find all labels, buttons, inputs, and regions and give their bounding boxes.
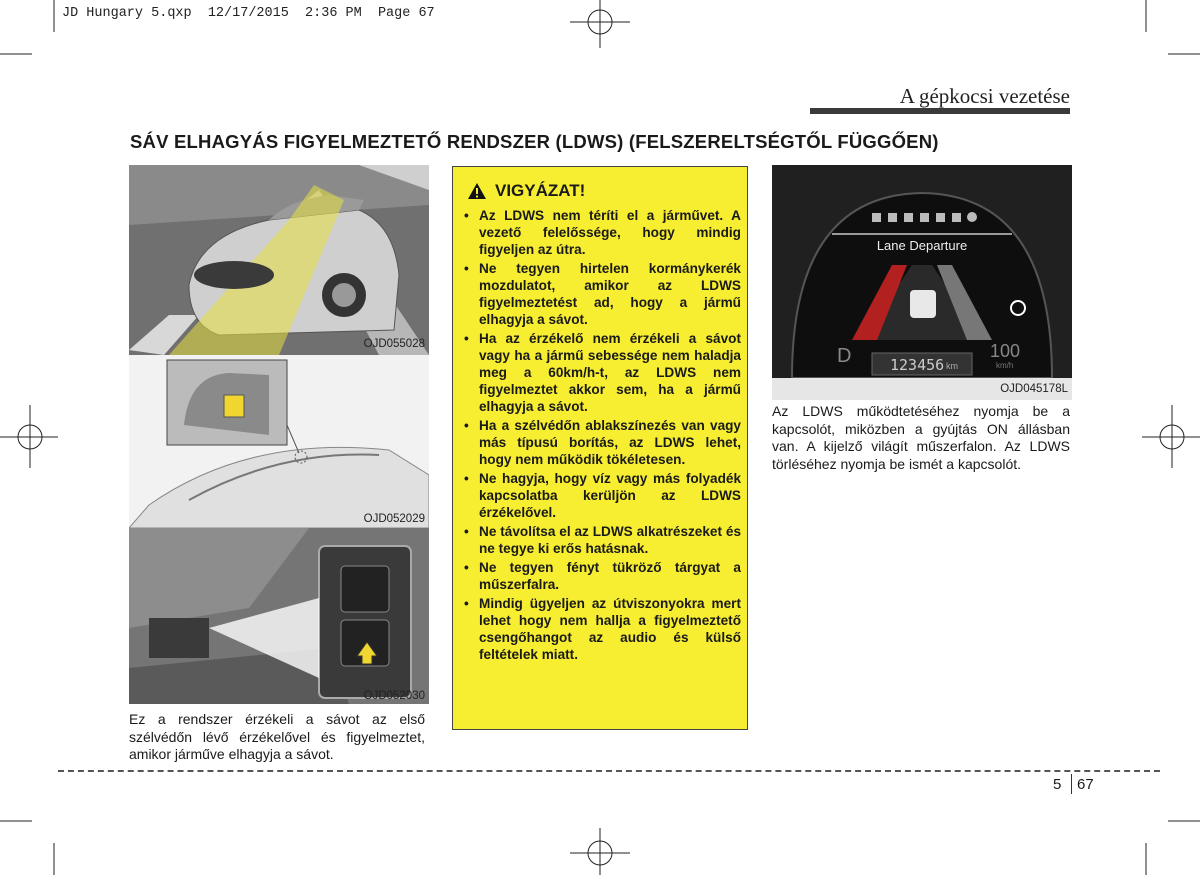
warning-item: • Ne tegyen hirtelen kormánykerék mozdulatot, amikor az LDWS figyelmeztetést ad, hogy a jármű elhagyja a sávot. bbox=[463, 260, 741, 328]
windshield-illustration bbox=[129, 355, 429, 528]
warning-list bbox=[463, 207, 741, 665]
gear-indicator: D bbox=[837, 345, 852, 367]
figure-code: OJD052030 bbox=[363, 690, 425, 702]
odometer-readout: 123456 bbox=[890, 356, 945, 374]
warning-item: • Ha az érzékelő nem érzékeli a sávot vagy ha a jármű sebessége nem haladja meg a 60km/h-t, az LDWS nem figyelmeztet akkor sem, ha a jármű elhagyja a sávot. bbox=[463, 330, 741, 415]
page-number-divider bbox=[1071, 774, 1072, 794]
warning-triangle-icon bbox=[467, 182, 487, 200]
speed-readout: 100 bbox=[990, 341, 1021, 361]
speed-unit: km/h bbox=[996, 361, 1014, 370]
car-illustration bbox=[129, 165, 429, 355]
figure-windshield-sensor bbox=[129, 355, 429, 528]
warning-item: • Az LDWS nem téríti el a járművet. A vezető felelőssége, hogy mindig figyeljen az útra. bbox=[463, 207, 741, 258]
switch-illustration bbox=[129, 528, 429, 704]
main-heading: SÁV ELHAGYÁS FIGYELMEZTETŐ RENDSZER (LDWS) (FELSZERELTSÉGTŐL FÜGGŐEN) bbox=[130, 131, 939, 152]
section-title: A gépkocsi vezetése bbox=[899, 84, 1070, 108]
footer-rule bbox=[58, 770, 1160, 772]
warning-item: • Ne hagyja, hogy víz vagy más folyadék kapcsolatba kerüljön az LDWS érzékelővel. bbox=[463, 470, 741, 521]
figure-ldws-switch bbox=[129, 528, 429, 704]
warning-item: • Ne távolítsa el az LDWS alkatrészeket és ne tegye ki erős hatásnak. bbox=[463, 523, 741, 557]
page-number: 67 bbox=[1077, 776, 1094, 793]
figure-code: OJD045178L bbox=[1000, 383, 1068, 395]
right-description: Az LDWS működtetéséhez nyomja be a kapcsolót, miközben a gyújtás ON állásban van. A kijelző világít műszerfalon. Az LDWS törléséhez nyomja be ismét a kapcsolót. bbox=[772, 403, 1070, 472]
warning-item: • Ne tegyen fényt tükröző tárgyat a műszerfalra. bbox=[463, 559, 741, 593]
figure-car-sensor bbox=[129, 165, 429, 355]
figure-code: OJD052029 bbox=[363, 513, 425, 525]
odometer-unit: km bbox=[946, 361, 958, 371]
figure-instrument-cluster bbox=[772, 165, 1072, 378]
figure-code: OJD055028 bbox=[363, 338, 425, 350]
left-description: Ez a rendszer érzékeli a sávot az első szélvédőn lévő érzékelővel és figyelmeztet, amikor járműve elhagyja a sávot. bbox=[129, 711, 425, 763]
warning-item: • Ha a szélvédőn ablakszínezés van vagy más típusú borítás, az LDWS lehet, hogy nem működik tökéletesen. bbox=[463, 417, 741, 468]
warning-item: • Mindig ügyeljen az útviszonyokra mert lehet hogy nem hallja a figyelmeztető csengőhangot az audio és külső feltételek miatt. bbox=[463, 595, 741, 663]
chapter-number: 5 bbox=[1053, 776, 1062, 793]
cluster-message: Lane Departure bbox=[876, 238, 968, 253]
warning-box bbox=[452, 166, 748, 730]
print-slug: JD Hungary 5.qxp 12/17/2015 2:36 PM Page 67 bbox=[62, 6, 435, 21]
header-rule bbox=[810, 108, 1070, 114]
cluster-illustration bbox=[772, 165, 1072, 378]
warning-title: VIGYÁZAT! bbox=[495, 181, 586, 200]
warning-header bbox=[467, 181, 585, 201]
